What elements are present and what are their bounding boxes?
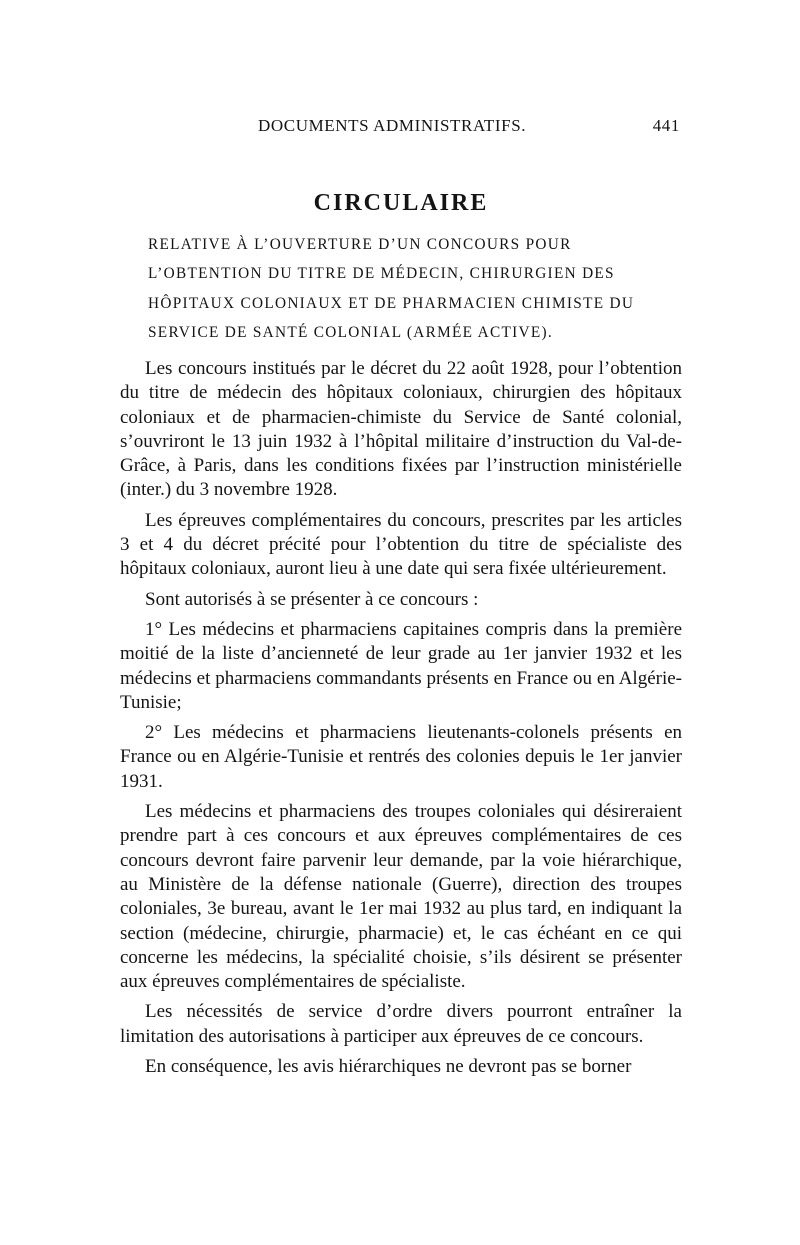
- running-title: DOCUMENTS ADMINISTRATIFS.: [258, 116, 527, 135]
- paragraph: 2° Les médecins et pharmaciens lieutenants-colonels présents en France ou en Algérie-Tunisie et rentrés des colonies depuis le 1er janvier 1931.: [120, 722, 682, 792]
- paragraph: Les nécessités de service d’ordre divers pourront entraîner la limitation des autorisations à participer aux épreuves de ce concours.: [120, 1001, 682, 1047]
- paragraph: Sont autorisés à se présenter à ce concours :: [145, 588, 479, 610]
- document-subtitle: RELATIVE À L’OUVERTURE D’UN CONCOURS POUR L’OBTENTION DU TITRE DE MÉDECIN, CHIRURGIEN DES HÔPITAUX COLONIAUX ET DE PHARMACIEN CHIMISTE DU SERVICE DE SANTÉ COLONIAL (ARMÉE ACTIVE).: [148, 236, 635, 341]
- paragraph: En conséquence, les avis hiérarchiques ne devront pas se borner: [145, 1056, 632, 1078]
- paragraph: Les médecins et pharmaciens des troupes coloniales qui désireraient prendre part à ces concours et aux épreuves complémentaires de ces concours devront faire parvenir leur demande, par la voie hiérarchique, au Ministère de la défense nationale (Guerre), direction des troupes coloniales, 3e bureau, avant le 1er mai 1932 au plus tard, en indiquant la section (médecine, chirurgie, pharmacie) et, le cas échéant en ce qui concerne les médecins, la spécialité choisie, s’ils désirent se présenter aux épreuves complémentaires de spécialiste.: [120, 801, 682, 993]
- page-number: 441: [652, 116, 680, 135]
- running-header: [120, 116, 682, 142]
- paragraph: Les concours institués par le décret du 22 août 1928, pour l’obtention du titre de médecin des hôpitaux coloniaux, chirurgien des hôpitaux coloniaux et de pharmacien-chimiste du Service de Santé colonial, s’ouvriront le 13 juin 1932 à l’hôpital militaire d’instruction du Val-de-Grâce, à Paris, dans les conditions fixées par l’instruction ministérielle (inter.) du 3 novembre 1928.: [120, 358, 682, 501]
- paragraph: 1° Les médecins et pharmaciens capitaines compris dans la première moitié de la liste d’ancienneté de leur grade au 1er janvier 1932 et les médecins et pharmaciens commandants présents en France ou en Algérie-Tunisie;: [120, 618, 682, 713]
- document-title: CIRCULAIRE: [313, 190, 489, 216]
- body-text: [120, 357, 682, 1079]
- paragraph: Les épreuves complémentaires du concours, prescrites par les articles 3 et 4 du décret précité pour l’obtention du titre de spécialiste des hôpitaux coloniaux, auront lieu à une date qui sera fixée ultérieurement.: [120, 509, 682, 580]
